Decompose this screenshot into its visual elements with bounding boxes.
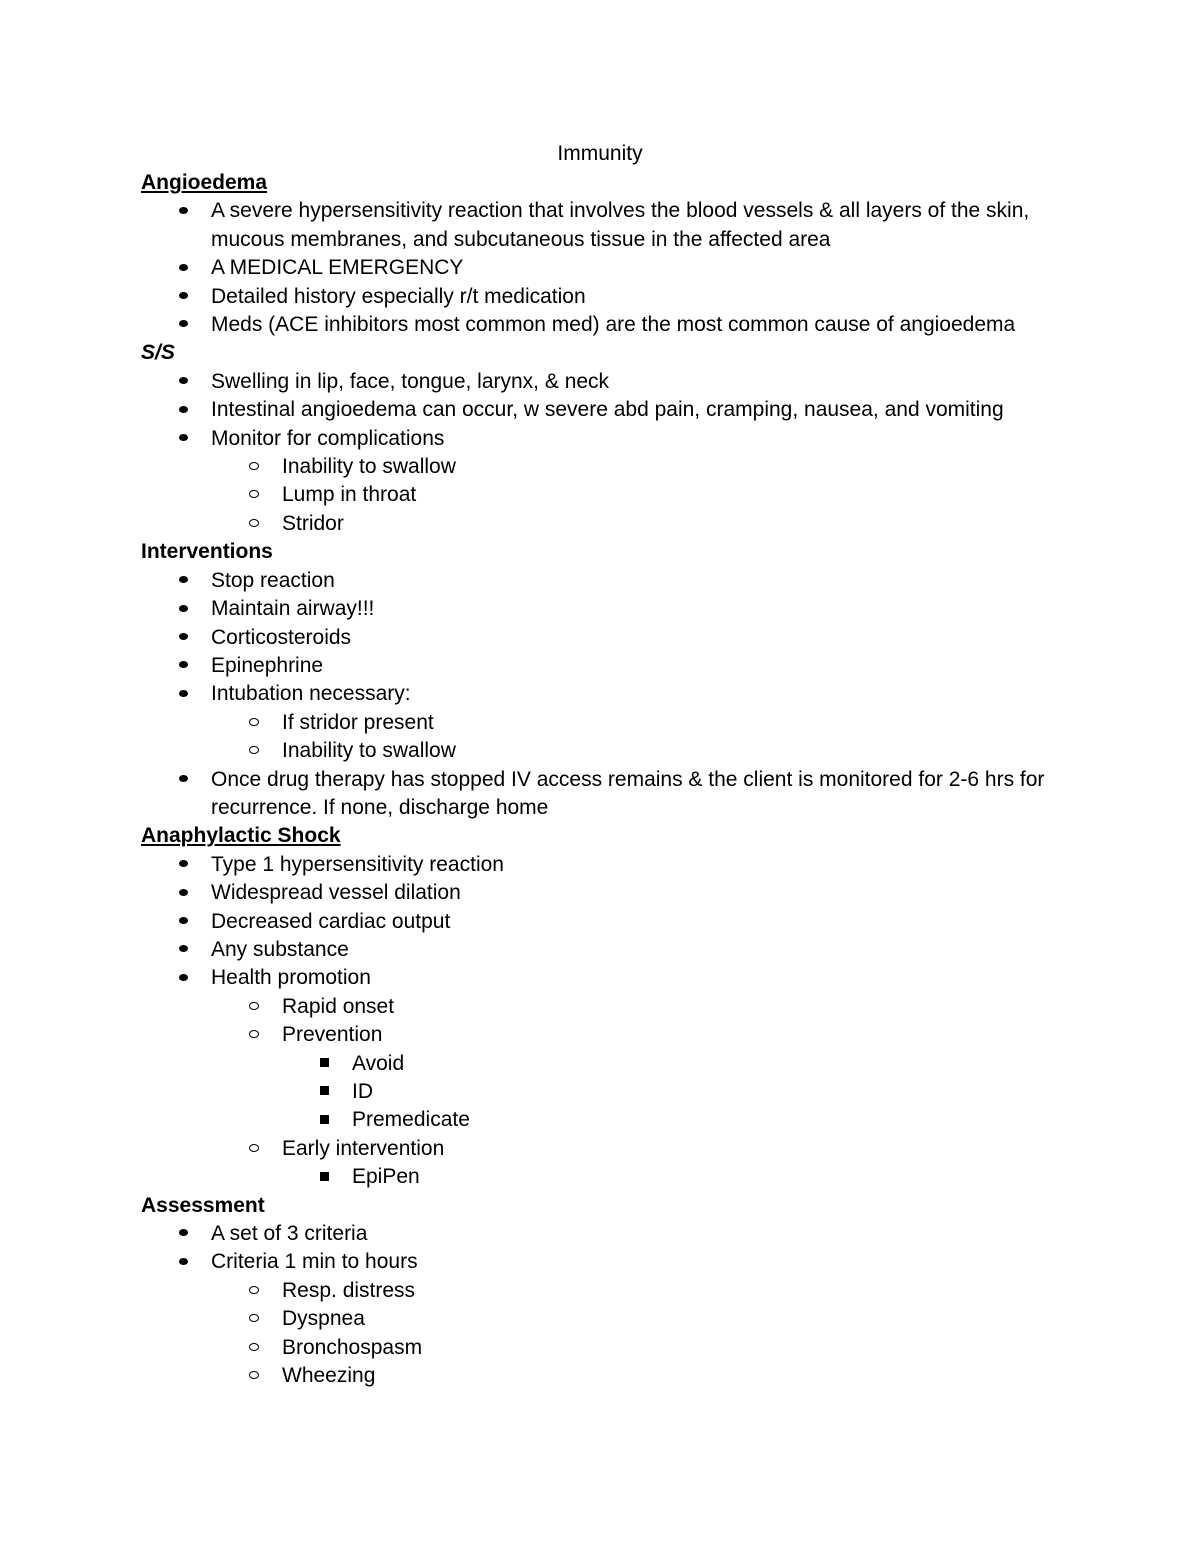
list-subsubitem: EpiPen (141, 1163, 1061, 1191)
heading-interventions: Interventions (141, 540, 273, 564)
list-subitem: Rapid onset (141, 993, 1061, 1021)
bullet-circle-icon (244, 993, 264, 1021)
list-subsubitem: ID (141, 1078, 1061, 1106)
bullet-disc-icon (173, 197, 193, 225)
list-item: Epinephrine (141, 652, 1061, 680)
bullet-disc-icon (173, 851, 193, 879)
bullet-disc-icon (173, 766, 193, 794)
document-body (141, 169, 1061, 1390)
list-item: Stop reaction (141, 567, 1061, 595)
list-subitem: Resp. distress (141, 1277, 1061, 1305)
bullet-disc-icon (173, 311, 193, 339)
angioedema-list (141, 197, 1061, 339)
bullet-circle-icon (244, 1135, 264, 1163)
list-subitem: Prevention (141, 1021, 1061, 1049)
list-subsubitem: Premedicate (141, 1106, 1061, 1134)
list-item: Intubation necessary: (141, 680, 1061, 708)
bullet-disc-icon (173, 567, 193, 595)
bullet-circle-icon (244, 737, 264, 765)
list-item: Once drug therapy has stopped IV access remains & the client is monitored for 2-6 hrs for recurrence. If none, discharge home (141, 766, 1061, 823)
heading-angioedema: Angioedema (141, 171, 268, 194)
bullet-disc-icon (173, 283, 193, 311)
list-item: Health promotion (141, 964, 1061, 992)
list-item: Any substance (141, 936, 1061, 964)
bullet-circle-icon (244, 709, 264, 737)
bullet-disc-icon (173, 908, 193, 936)
list-subitem: Inability to swallow (141, 453, 1061, 481)
list-subitem: Stridor (141, 510, 1061, 538)
list-item: A set of 3 criteria (141, 1220, 1061, 1248)
list-subitem: Dyspnea (141, 1305, 1061, 1333)
bullet-disc-icon (173, 396, 193, 424)
sis-list (141, 368, 1061, 538)
heading-signs-symptoms: S/S (141, 341, 175, 365)
bullet-disc-icon (173, 595, 193, 623)
anaphylactic-list (141, 851, 1061, 1192)
bullet-disc-icon (173, 624, 193, 652)
bullet-circle-icon (244, 1305, 264, 1333)
bullet-circle-icon (244, 1334, 264, 1362)
list-item: Monitor for complications (141, 425, 1061, 453)
list-subitem: Lump in throat (141, 481, 1061, 509)
bullet-square-icon (314, 1078, 334, 1106)
bullet-circle-icon (244, 481, 264, 509)
page-title: Immunity (557, 142, 643, 165)
bullet-disc-icon (173, 425, 193, 453)
bullet-disc-icon (173, 964, 193, 992)
list-subitem: Early intervention (141, 1135, 1061, 1163)
list-item: Detailed history especially r/t medication (141, 283, 1061, 311)
interventions-list (141, 567, 1061, 823)
list-item: Corticosteroids (141, 624, 1061, 652)
bullet-circle-icon (244, 510, 264, 538)
bullet-disc-icon (173, 368, 193, 396)
bullet-circle-icon (244, 1362, 264, 1390)
list-item: Criteria 1 min to hours (141, 1248, 1061, 1276)
list-item: A MEDICAL EMERGENCY (141, 254, 1061, 282)
list-subitem: If stridor present (141, 709, 1061, 737)
list-subitem: Bronchospasm (141, 1334, 1061, 1362)
list-subsubitem: Avoid (141, 1050, 1061, 1078)
bullet-disc-icon (173, 879, 193, 907)
bullet-disc-icon (173, 254, 193, 282)
assessment-list (141, 1220, 1061, 1390)
bullet-disc-icon (173, 652, 193, 680)
list-item: Maintain airway!!! (141, 595, 1061, 623)
bullet-circle-icon (244, 1021, 264, 1049)
bullet-circle-icon (244, 453, 264, 481)
bullet-disc-icon (173, 936, 193, 964)
list-item: Swelling in lip, face, tongue, larynx, & neck (141, 368, 1061, 396)
heading-anaphylactic-shock: Anaphylactic Shock (141, 824, 341, 848)
list-item: Type 1 hypersensitivity reaction (141, 851, 1061, 879)
bullet-disc-icon (173, 1248, 193, 1276)
bullet-disc-icon (173, 1220, 193, 1248)
list-subitem: Wheezing (141, 1362, 1061, 1390)
bullet-circle-icon (244, 1277, 264, 1305)
list-item: Widespread vessel dilation (141, 879, 1061, 907)
bullet-disc-icon (173, 680, 193, 708)
bullet-square-icon (314, 1050, 334, 1078)
bullet-square-icon (314, 1163, 334, 1191)
list-item: Decreased cardiac output (141, 908, 1061, 936)
list-subitem: Inability to swallow (141, 737, 1061, 765)
heading-assessment: Assessment (141, 1193, 265, 1217)
bullet-square-icon (314, 1106, 334, 1134)
list-item: Intestinal angioedema can occur, w severe abd pain, cramping, nausea, and vomiting (141, 396, 1061, 424)
list-item: Meds (ACE inhibitors most common med) are the most common cause of angioedema (141, 311, 1061, 339)
list-item: A severe hypersensitivity reaction that involves the blood vessels & all layers of the skin, mucous membranes, and subcutaneous tissue in the affected area (141, 197, 1061, 254)
